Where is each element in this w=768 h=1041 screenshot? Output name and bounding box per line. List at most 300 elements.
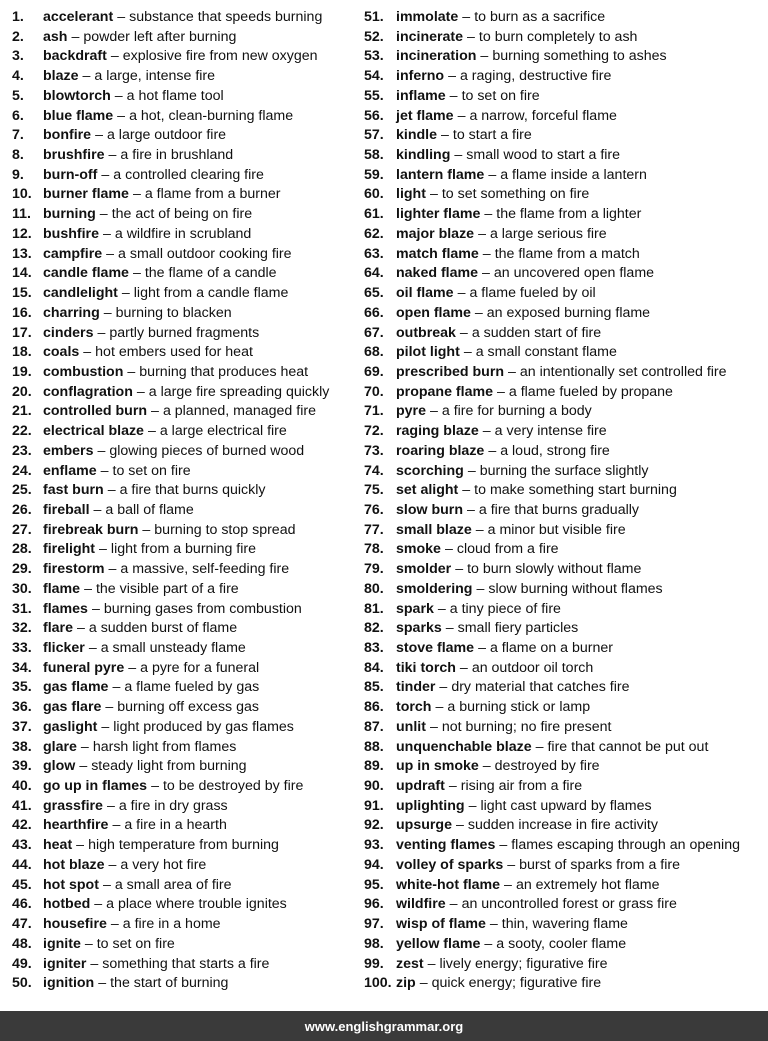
entry-term: unquenchable blaze [396,738,532,755]
entry-term: inferno [396,68,445,85]
entry-term: firebreak burn [43,521,139,538]
entry-number: 25. [12,482,32,499]
entry-definition: flames escaping through an opening [511,837,740,854]
list-item [12,47,362,67]
list-item [12,28,362,48]
entry-term: wildfire [396,896,446,913]
entry-definition: the visible part of a fire [95,580,239,597]
entry-definition: burning off excess gas [117,699,259,716]
entry-separator: – [482,758,491,775]
entry-definition: burning to stop spread [154,521,296,538]
list-item [12,126,362,146]
list-item [364,47,764,67]
entry-term: roaring blaze [396,442,485,459]
list-item [12,402,362,422]
entry-number: 33. [12,640,32,656]
entry-separator: – [488,442,497,459]
entry-term: incinerate [396,28,464,45]
entry-number: 26. [12,501,32,518]
list-item [12,324,362,344]
entry-separator: – [76,837,85,854]
entry-separator: – [504,876,512,893]
entry-term: coals [43,344,80,361]
entry-separator: – [101,718,110,735]
entry-number: 49. [12,955,32,972]
entry-definition: a loud, strong fire [500,442,610,459]
entry-number: 30. [12,580,32,597]
entry-number: 77. [364,521,384,538]
entry-term: hot blaze [43,856,105,873]
word-list-column-left [12,8,362,994]
entry-separator: – [535,738,544,755]
entry-separator: – [114,87,123,104]
entry-separator: – [117,9,126,25]
list-item [12,955,362,975]
list-item [364,442,764,462]
footer-bar [0,1011,768,1041]
entry-definition: a narrow, forceful flame [469,107,617,124]
list-item [12,639,362,659]
list-item [12,245,362,265]
list-item [364,757,764,777]
entry-term: burning [43,206,96,223]
list-item [12,264,362,284]
entry-number: 78. [364,541,384,558]
list-item [364,678,764,698]
entry-term: ash [43,28,68,45]
entry-separator: – [454,147,463,164]
entry-number: 31. [12,600,32,617]
entry-definition: a planned, managed fire [162,403,316,420]
entry-separator: – [151,778,159,795]
entry-term: sparks [396,620,442,637]
list-item [364,619,764,639]
entry-term: housefire [43,916,107,933]
entry-definition: a burning stick or lamp [447,699,591,716]
entry-term: ignite [43,935,81,952]
entry-term: gas flare [43,699,102,716]
entry-definition: harsh light from flames [92,738,237,755]
word-list-column-right [364,8,764,994]
entry-separator: – [445,620,454,637]
entry-definition: a ball of flame [105,501,194,518]
entry-term: burn-off [43,166,98,183]
entry-separator: – [482,265,490,282]
entry-definition: dry material that catches fire [451,679,630,696]
list-item [12,816,362,836]
entry-number: 19. [12,363,32,380]
entry-number: 13. [12,245,32,262]
list-item [364,718,764,738]
entry-number: 3. [12,48,24,65]
entry-separator: – [132,186,141,203]
entry-number: 52. [364,28,384,45]
list-item [12,501,362,521]
entry-term: fast burn [43,482,104,499]
entry-separator: – [419,975,428,992]
entry-separator: – [112,679,121,696]
entry-separator: – [429,186,438,203]
entry-definition: a large serious fire [489,225,607,242]
list-item [12,462,362,482]
entry-separator: – [98,975,107,992]
entry-number: 76. [364,501,384,518]
entry-term: up in smoke [396,758,479,775]
entry-separator: – [468,797,477,814]
entry-separator: – [79,758,88,775]
entry-definition: thin, wavering flame [501,916,628,933]
entry-number: 73. [364,442,384,459]
entry-term: pyre [396,403,426,420]
entry-definition: a fire for burning a body [441,403,592,420]
list-item [12,87,362,107]
entry-number: 85. [364,679,384,696]
entry-number: 37. [12,718,32,735]
list-item [12,107,362,127]
list-item [364,245,764,265]
entry-term: white-hot flame [396,876,501,893]
entry-number: 32. [12,620,32,637]
list-item [364,205,764,225]
entry-number: 36. [12,699,32,716]
entry-term: slow burn [396,501,463,518]
entry-separator: – [95,127,103,144]
list-item [364,363,764,383]
entry-definition: the act of being on fire [111,206,253,223]
entry-term: naked flame [396,265,479,282]
entry-number: 61. [364,206,384,223]
entry-term: yellow flame [396,935,481,952]
entry-number: 97. [364,916,384,933]
entry-definition: an intentionally set controlled fire [519,363,727,380]
entry-term: hotbed [43,896,91,913]
entry-term: funeral pyre [43,659,125,676]
list-item [364,185,764,205]
entry-separator: – [457,107,466,124]
list-item [364,304,764,324]
entry-number: 28. [12,541,32,558]
list-item [364,895,764,915]
entry-number: 59. [364,166,384,183]
list-item [12,678,362,698]
list-item [364,126,764,146]
list-item [12,383,362,403]
entry-number: 6. [12,107,24,124]
entry-number: 21. [12,403,32,420]
entry-separator: – [459,324,468,341]
list-item [12,876,362,896]
entry-number: 22. [12,423,32,440]
entry-separator: – [82,68,91,85]
entry-definition: an extremely hot flame [515,876,660,893]
entry-number: 11. [12,206,31,223]
entry-separator: – [467,501,475,518]
entry-number: 23. [12,442,32,459]
list-item [364,738,764,758]
entry-number: 92. [364,817,384,834]
entry-definition: burst of sparks from a fire [519,856,680,873]
entry-definition: hot embers used for heat [95,344,253,361]
entry-definition: a small constant flame [475,344,617,361]
entry-number: 55. [364,87,384,104]
list-item [12,836,362,856]
entry-separator: – [437,600,446,617]
entry-definition: the flame from a match [494,245,640,262]
entry-number: 14. [12,265,32,282]
entry-definition: a fire in brushland [120,147,234,164]
entry-separator: – [76,620,85,637]
entry-term: tiki torch [396,659,456,676]
entry-definition: light from a burning fire [110,541,257,558]
entry-definition: explosive fire from new oxygen [122,48,318,65]
entry-term: light [396,186,426,203]
entry-term: prescribed burn [396,363,505,380]
entry-definition: burning something to ashes [492,48,667,65]
entry-term: flicker [43,640,85,656]
entry-definition: an uncontrolled forest or grass fire [461,896,677,913]
list-item [12,738,362,758]
entry-term: flame [43,580,81,597]
entry-number: 9. [12,166,24,183]
entry-definition: lively energy; figurative fire [439,955,608,972]
entry-number: 41. [12,797,32,814]
entry-separator: – [508,363,516,380]
entry-number: 57. [364,127,384,144]
entry-number: 87. [364,718,384,735]
entry-number: 71. [364,403,384,420]
entry-definition: a small area of fire [114,876,232,893]
entry-term: venting flames [396,837,496,854]
entry-number: 1. [12,9,24,25]
entry-separator: – [88,640,97,656]
entry-number: 35. [12,679,32,696]
list-item [364,383,764,403]
list-item [364,915,764,935]
entry-number: 27. [12,521,32,538]
list-item [364,146,764,166]
entry-separator: – [478,640,486,656]
list-item [12,225,362,245]
list-item [12,343,362,363]
entry-number: 15. [12,285,32,302]
entry-number: 95. [364,876,384,893]
entry-separator: – [463,344,472,361]
footer-site-url[interactable]: www.englishgrammar.org [304,1018,464,1034]
entry-number: 43. [12,837,32,854]
entry-separator: – [147,423,156,440]
entry-number: 66. [364,304,384,321]
entry-term: torch [396,699,432,716]
entry-number: 53. [364,48,384,65]
entry-number: 18. [12,344,32,361]
list-item [12,146,362,166]
entry-number: 94. [364,856,384,873]
entry-separator: – [112,817,121,834]
entry-term: spark [396,600,434,617]
list-item [364,343,764,363]
entry-separator: – [103,304,112,321]
entry-number: 99. [364,955,384,972]
list-item [364,284,764,304]
entry-number: 16. [12,304,32,321]
list-item [364,8,764,28]
list-item [12,284,362,304]
entry-term: kindle [396,127,437,144]
entry-number: 80. [364,580,384,597]
entry-definition: to burn as a sacrifice [474,9,606,25]
entry-term: jet flame [396,107,454,124]
entry-number: 48. [12,935,32,952]
list-item [364,560,764,580]
entry-term: wisp of flame [396,916,486,933]
entry-term: match flame [396,245,479,262]
entry-definition: a fire that burns gradually [478,501,639,518]
list-item [12,935,362,955]
list-item [364,659,764,679]
entry-term: candle flame [43,265,129,282]
entry-number: 79. [364,561,384,578]
entry-definition: a massive, self-feeding fire [120,561,290,578]
entry-definition: a large fire spreading quickly [148,383,330,400]
entry-term: grassfire [43,797,103,814]
list-item [364,955,764,975]
entry-separator: – [108,856,117,873]
entry-term: candlelight [43,285,118,302]
entry-number: 81. [364,600,384,617]
list-item [12,797,362,817]
entry-number: 29. [12,561,32,578]
entry-separator: – [489,916,498,933]
list-item [364,481,764,501]
entry-separator: – [132,265,141,282]
entry-definition: a raging, destructive fire [459,68,612,85]
entry-separator: – [91,600,100,617]
entry-definition: to set something on fire [441,186,590,203]
entry-definition: a fire that burns quickly [119,482,266,499]
entry-term: glare [43,738,77,755]
list-item [12,422,362,442]
entry-number: 46. [12,896,32,913]
entry-definition: burning that produces heat [139,363,309,380]
entry-definition: a fire in a home [122,916,221,933]
entry-definition: light from a candle flame [133,285,289,302]
entry-term: small blaze [396,521,472,538]
entry-separator: – [102,225,111,242]
entry-definition: a flame on a burner [489,640,614,656]
entry-definition: an exposed burning flame [486,304,651,321]
entry-definition: high temperature from burning [88,837,279,854]
entry-separator: – [142,521,151,538]
entry-term: incineration [396,48,477,65]
entry-term: firestorm [43,561,105,578]
entry-term: zest [396,955,424,972]
entry-definition: partly burned fragments [109,324,260,341]
entry-term: flames [43,600,88,617]
entry-term: igniter [43,955,87,972]
entry-number: 68. [364,344,384,361]
entry-definition: to start a fire [452,127,532,144]
entry-separator: – [462,482,471,499]
entry-definition: a fire in dry grass [118,797,228,814]
entry-term: propane flame [396,383,493,400]
entry-number: 98. [364,935,384,952]
entry-term: firelight [43,541,96,558]
entry-number: 67. [364,324,384,341]
entry-definition: to make something start burning [474,482,677,499]
entry-definition: a sudden start of fire [471,324,602,341]
entry-definition: a tiny piece of fire [449,600,561,617]
list-item [364,324,764,344]
entry-definition: to burn slowly without flame [467,561,642,578]
list-item [364,67,764,87]
list-item [364,580,764,600]
entry-definition: a flame fueled by propane [508,383,673,400]
entry-term: flare [43,620,73,637]
entry-separator: – [444,541,453,558]
entry-definition: rising air from a fire [460,778,583,795]
entry-definition: to burn completely to ash [478,28,638,45]
entry-separator: – [429,718,438,735]
list-item [364,107,764,127]
list-item [364,462,764,482]
entry-separator: – [480,48,489,65]
entry-term: charring [43,304,100,321]
entry-term: bonfire [43,127,92,144]
entry-number: 88. [364,738,384,755]
entry-definition: light cast upward by flames [480,797,652,814]
entry-definition: substance that speeds burning [129,9,323,25]
entry-number: 2. [12,28,24,45]
entry-definition: fire that cannot be put out [547,738,709,755]
entry-term: combustion [43,363,124,380]
list-item [364,777,764,797]
entry-number: 89. [364,758,384,775]
entry-separator: – [449,87,458,104]
list-item [12,619,362,639]
entry-separator: – [90,955,99,972]
entry-number: 82. [364,620,384,637]
entry-number: 8. [12,147,24,164]
entry-term: kindling [396,147,451,164]
entry-term: outbreak [396,324,456,341]
list-item [12,8,362,28]
list-item [12,67,362,87]
entry-term: burner flame [43,186,129,203]
entry-term: stove flame [396,640,475,656]
entry-separator: – [478,225,486,242]
entry-number: 40. [12,778,32,795]
entry-term: embers [43,442,94,459]
entry-term: immolate [396,9,459,25]
list-item [12,442,362,462]
list-item [364,935,764,955]
entry-definition: a pyre for a funeral [140,659,260,676]
entry-separator: – [462,9,471,25]
entry-number: 39. [12,758,32,775]
entry-separator: – [457,285,466,302]
entry-term: scorching [396,462,464,479]
entry-term: fireball [43,501,90,518]
entry-term: oil flame [396,285,454,302]
list-item [364,698,764,718]
list-item [12,915,362,935]
entry-separator: – [467,462,476,479]
list-item [364,600,764,620]
entry-definition: not burning; no fire present [441,718,612,735]
entry-term: major blaze [396,225,475,242]
entry-separator: – [97,442,106,459]
entry-definition: the flame of a candle [144,265,277,282]
